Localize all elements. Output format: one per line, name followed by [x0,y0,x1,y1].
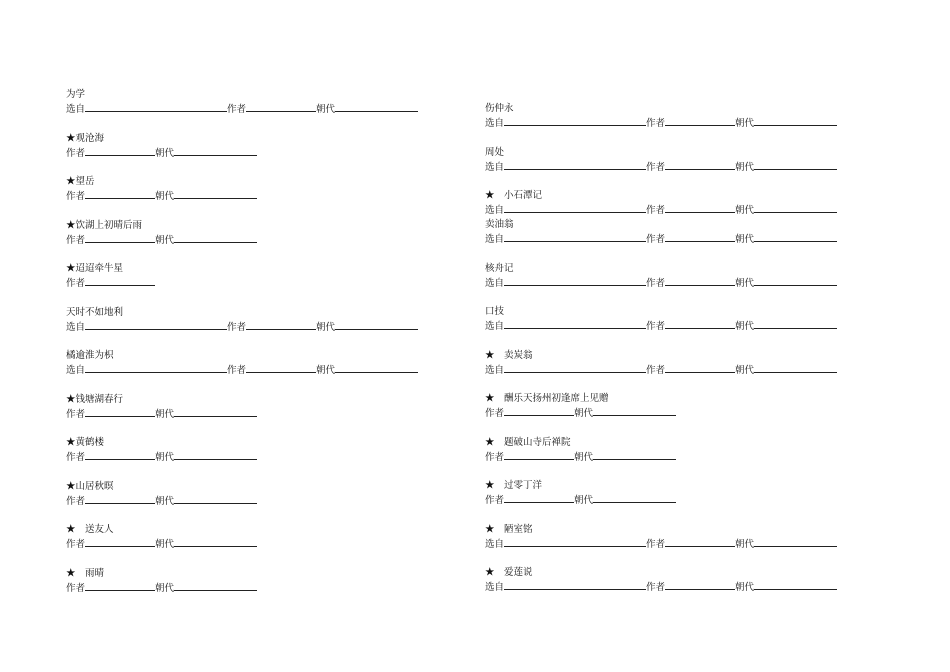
blank-xuanzi[interactable] [504,537,646,547]
fill-line [485,116,837,131]
star-icon: ★ [485,480,505,491]
poem-entry [485,189,837,218]
poem-title-text: 黄鹤楼 [75,437,105,448]
blank-xuanzi[interactable] [504,116,646,126]
field-label-chaodai: 朝代 [574,408,594,419]
poem-title-text: 为学 [66,89,86,100]
blank-chaodai[interactable] [174,407,257,417]
poem-title [66,88,418,102]
blank-chaodai[interactable] [754,276,837,286]
field-label-xuanzi: 选自 [485,321,505,332]
poem-entry [66,219,418,248]
poem-title [485,102,837,116]
spacer [66,117,418,132]
field-label-chaodai: 朝代 [155,408,175,420]
poem-title [485,305,837,319]
field-label-zuozhe: 作者 [66,234,86,246]
poem-title [485,146,837,160]
field-label-chaodai: 朝代 [316,365,336,376]
blank-xuanzi[interactable] [504,363,646,373]
blank-zuozhe[interactable] [665,232,735,242]
spacer [66,291,418,306]
blank-chaodai[interactable] [754,232,837,242]
poem-title [66,306,418,320]
field-label-xuanzi: 选自 [485,205,505,216]
blank-chaodai[interactable] [174,494,257,504]
field-label-zuozhe: 作者 [646,364,666,376]
blank-zuozhe[interactable] [665,276,735,286]
spacer [66,552,418,567]
poem-title [485,479,837,493]
blank-zuozhe[interactable] [665,203,735,213]
field-label-zuozhe: 作者 [66,408,86,420]
poem-title-text: 伤仲永 [485,103,514,114]
field-label-zuozhe: 作者 [485,495,505,506]
field-label-chaodai: 朝代 [316,321,336,333]
field-label-chaodai: 朝代 [735,277,755,289]
poem-entry [485,305,837,334]
field-label-chaodai: 朝代 [735,538,755,550]
field-label-zuozhe: 作者 [227,321,247,333]
field-label-zuozhe: 作者 [646,538,666,550]
blank-chaodai[interactable] [174,146,257,156]
field-label-zuozhe: 作者 [646,582,666,593]
blank-xuanzi[interactable] [85,320,227,330]
star-icon: ★ [66,480,76,492]
field-label-chaodai: 朝代 [735,161,755,173]
blank-zuozhe[interactable] [85,581,155,591]
poem-title-text: 饮湖上初晴后雨 [75,219,143,231]
blank-chaodai[interactable] [174,537,257,547]
poem-entry [66,436,418,465]
blank-chaodai[interactable] [593,450,676,460]
fill-line [66,537,418,552]
poem-title [66,480,418,494]
field-label-chaodai: 朝代 [155,147,175,159]
field-label-zuozhe: 作者 [485,408,505,419]
fill-line [66,407,418,422]
blank-zuozhe[interactable] [504,406,574,416]
star-icon: ★ [66,176,76,187]
field-label-chaodai: 朝代 [155,452,175,463]
poem-title-text: 天时不如地利 [66,306,124,318]
star-icon: ★ [66,567,86,579]
fill-line [66,450,418,465]
field-label-xuanzi: 选自 [485,161,505,173]
field-label-chaodai: 朝代 [574,495,594,506]
blank-chaodai[interactable] [754,160,837,170]
blank-xuanzi[interactable] [504,276,646,286]
spacer [485,465,837,480]
fill-line [485,276,837,291]
poem-title-text: 口技 [485,306,505,317]
poem-entry [485,436,837,465]
poem-title-text: 周处 [485,146,505,158]
star-icon: ★ [485,349,505,361]
field-label-zuozhe: 作者 [66,191,86,202]
field-label-chaodai: 朝代 [155,582,175,594]
star-icon: ★ [485,567,505,578]
poem-entry [66,523,418,552]
field-label-xuanzi: 选自 [66,365,86,376]
field-label-chaodai: 朝代 [155,191,175,202]
blank-zuozhe[interactable] [504,493,574,503]
fill-line [485,493,837,508]
spacer [485,247,837,262]
spacer [66,335,418,350]
poem-entry [66,306,418,335]
spacer [485,508,837,523]
blank-chaodai[interactable] [754,580,837,590]
poem-entry [66,393,418,422]
blank-zuozhe[interactable] [665,160,735,170]
blank-zuozhe[interactable] [665,116,735,126]
blank-chaodai[interactable] [174,189,257,199]
field-label-zuozhe: 作者 [485,451,505,463]
poem-title [485,262,837,276]
spacer [485,421,837,436]
field-label-xuanzi: 选自 [485,234,505,245]
poem-title [66,567,418,581]
poem-title [66,436,418,450]
blank-chaodai[interactable] [754,537,837,547]
poem-entry [485,392,837,421]
blank-zuozhe[interactable] [85,537,155,547]
poem-title-text: 雨晴 [85,567,105,579]
blank-zuozhe[interactable] [246,102,316,112]
poem-entry [485,523,837,552]
poem-title [485,189,837,203]
fill-line [485,160,837,175]
poem-title-text: 橘逾淮为枳 [66,350,114,361]
blank-chaodai[interactable] [593,406,676,416]
fill-line [485,450,837,465]
blank-zuozhe[interactable] [85,233,155,243]
blank-zuozhe[interactable] [85,189,155,199]
poem-title [485,523,837,537]
blank-chaodai[interactable] [335,102,418,112]
poem-entry [485,349,837,378]
spacer [485,552,837,567]
blank-xuanzi[interactable] [504,232,646,242]
fill-line [485,406,837,421]
poem-title-text: 观沧海 [75,132,105,144]
field-label-zuozhe: 作者 [227,104,247,115]
star-icon: ★ [66,263,76,274]
poem-title-text: 酬乐天扬州初逢席上见赠 [504,393,609,404]
spacer [485,291,837,306]
field-label-zuozhe: 作者 [646,234,666,245]
field-label-xuanzi: 选自 [485,277,505,289]
poem-title [66,393,418,407]
poem-title-text: 迢迢牵牛星 [75,263,124,274]
field-label-zuozhe: 作者 [66,147,86,159]
blank-chaodai[interactable] [174,450,257,460]
blank-zuozhe[interactable] [85,494,155,504]
poem-title [66,219,418,233]
blank-xuanzi[interactable] [504,319,646,329]
field-label-zuozhe: 作者 [646,321,666,332]
poem-entry [485,479,837,508]
poem-title [485,218,837,232]
poem-entry [485,218,837,247]
poem-title-text: 卖油翁 [485,219,514,230]
spacer [66,509,418,524]
field-label-chaodai: 朝代 [735,364,755,376]
spacer [485,334,837,349]
spacer [66,422,418,437]
field-label-zuozhe: 作者 [66,495,86,507]
field-label-chaodai: 朝代 [155,495,175,507]
poem-title-text: 望岳 [75,176,95,187]
field-label-chaodai: 朝代 [735,234,755,245]
star-icon: ★ [485,436,505,448]
blank-xuanzi[interactable] [85,363,227,373]
blank-zuozhe[interactable] [665,580,735,590]
blank-xuanzi[interactable] [504,203,646,213]
blank-zuozhe[interactable] [246,320,316,330]
fill-line [66,233,418,248]
blank-zuozhe[interactable] [85,407,155,417]
blank-zuozhe[interactable] [246,363,316,373]
field-label-xuanzi: 选自 [485,118,505,129]
poem-title-text: 山居秋暝 [75,480,114,492]
star-icon: ★ [66,393,76,405]
poem-title-text: 爱莲说 [504,567,533,578]
star-icon: ★ [485,190,505,201]
poem-entry [66,262,418,291]
field-label-chaodai: 朝代 [735,582,755,593]
poem-entry [66,132,418,161]
spacer [66,204,418,219]
field-label-zuozhe: 作者 [66,452,86,463]
star-icon: ★ [485,523,505,535]
fill-line [66,494,418,509]
blank-xuanzi[interactable] [85,102,227,112]
field-label-xuanzi: 选自 [66,104,86,115]
star-icon: ★ [66,437,76,448]
star-icon: ★ [66,219,76,231]
field-label-chaodai: 朝代 [155,234,175,246]
poem-title [66,523,418,537]
poem-entry [66,480,418,509]
poem-entry [485,102,837,131]
blank-chaodai[interactable] [754,319,837,329]
poem-entry [66,349,418,378]
fill-line [66,320,418,335]
poem-entry [485,262,837,291]
poem-title-text: 钱塘湖春行 [75,393,124,405]
blank-chaodai[interactable] [174,233,257,243]
spacer [485,378,837,393]
fill-line [485,232,837,247]
field-label-zuozhe: 作者 [66,539,86,550]
poem-title [485,349,837,363]
fill-line [66,276,418,291]
blank-chaodai[interactable] [754,363,837,373]
fill-line [485,363,837,378]
field-label-zuozhe: 作者 [66,582,86,594]
field-label-xuanzi: 选自 [66,321,86,333]
poem-title [66,175,418,189]
field-label-chaodai: 朝代 [316,104,336,115]
field-label-zuozhe: 作者 [646,205,666,216]
field-label-xuanzi: 选自 [485,364,505,376]
poem-entry [66,88,418,117]
poem-title [66,262,418,276]
field-label-chaodai: 朝代 [155,539,175,550]
fill-line [485,580,837,595]
fill-line [66,102,418,117]
blank-chaodai[interactable] [754,203,837,213]
poem-title [485,566,837,580]
field-label-zuozhe: 作者 [646,277,666,289]
fill-line [485,319,837,334]
fill-line [66,363,418,378]
blank-zuozhe[interactable] [85,450,155,460]
left-column [66,88,418,596]
field-label-zuozhe: 作者 [646,161,666,173]
blank-chaodai[interactable] [335,363,418,373]
fill-line [66,146,418,161]
blank-zuozhe[interactable] [85,146,155,156]
blank-zuozhe[interactable] [504,450,574,460]
spacer [66,161,418,176]
spacer [66,378,418,393]
field-label-chaodai: 朝代 [574,451,594,463]
star-icon: ★ [66,524,86,535]
poem-title-text: 送友人 [85,524,114,535]
star-icon: ★ [485,393,505,404]
fill-line [485,203,837,218]
blank-xuanzi[interactable] [504,580,646,590]
poem-title [485,436,837,450]
poem-title-text: 小石潭记 [504,190,543,201]
fill-line [66,581,418,596]
blank-zuozhe[interactable] [665,363,735,373]
poem-title-text: 题破山寺后禅院 [504,436,571,448]
poem-title-text: 陋室铭 [504,523,533,535]
spacer [66,248,418,263]
field-label-chaodai: 朝代 [735,205,755,216]
spacer [485,131,837,146]
field-label-zuozhe: 作者 [646,118,666,129]
spacer [485,175,837,190]
field-label-xuanzi: 选自 [485,538,505,550]
poem-title-text: 过零丁洋 [504,480,543,491]
blank-chaodai[interactable] [593,493,676,503]
field-label-zuozhe: 作者 [66,278,86,289]
field-label-chaodai: 朝代 [735,321,755,332]
blank-chaodai[interactable] [754,116,837,126]
blank-zuozhe[interactable] [665,537,735,547]
poem-entry [66,175,418,204]
blank-zuozhe[interactable] [85,276,155,286]
field-label-zuozhe: 作者 [227,365,247,376]
field-label-chaodai: 朝代 [735,118,755,129]
poem-title-text: 核舟记 [485,262,514,274]
blank-xuanzi[interactable] [504,160,646,170]
poem-title-text: 卖炭翁 [504,349,533,361]
poem-entry [485,146,837,175]
fill-line [66,189,418,204]
blank-chaodai[interactable] [335,320,418,330]
star-icon: ★ [66,132,76,144]
fill-line [485,537,837,552]
poem-title [485,392,837,406]
field-label-xuanzi: 选自 [485,582,505,593]
blank-chaodai[interactable] [174,581,257,591]
right-column [485,102,837,595]
poem-entry [66,567,418,596]
poem-title [66,349,418,363]
spacer [66,465,418,480]
blank-zuozhe[interactable] [665,319,735,329]
poem-title [66,132,418,146]
poem-entry [485,566,837,595]
